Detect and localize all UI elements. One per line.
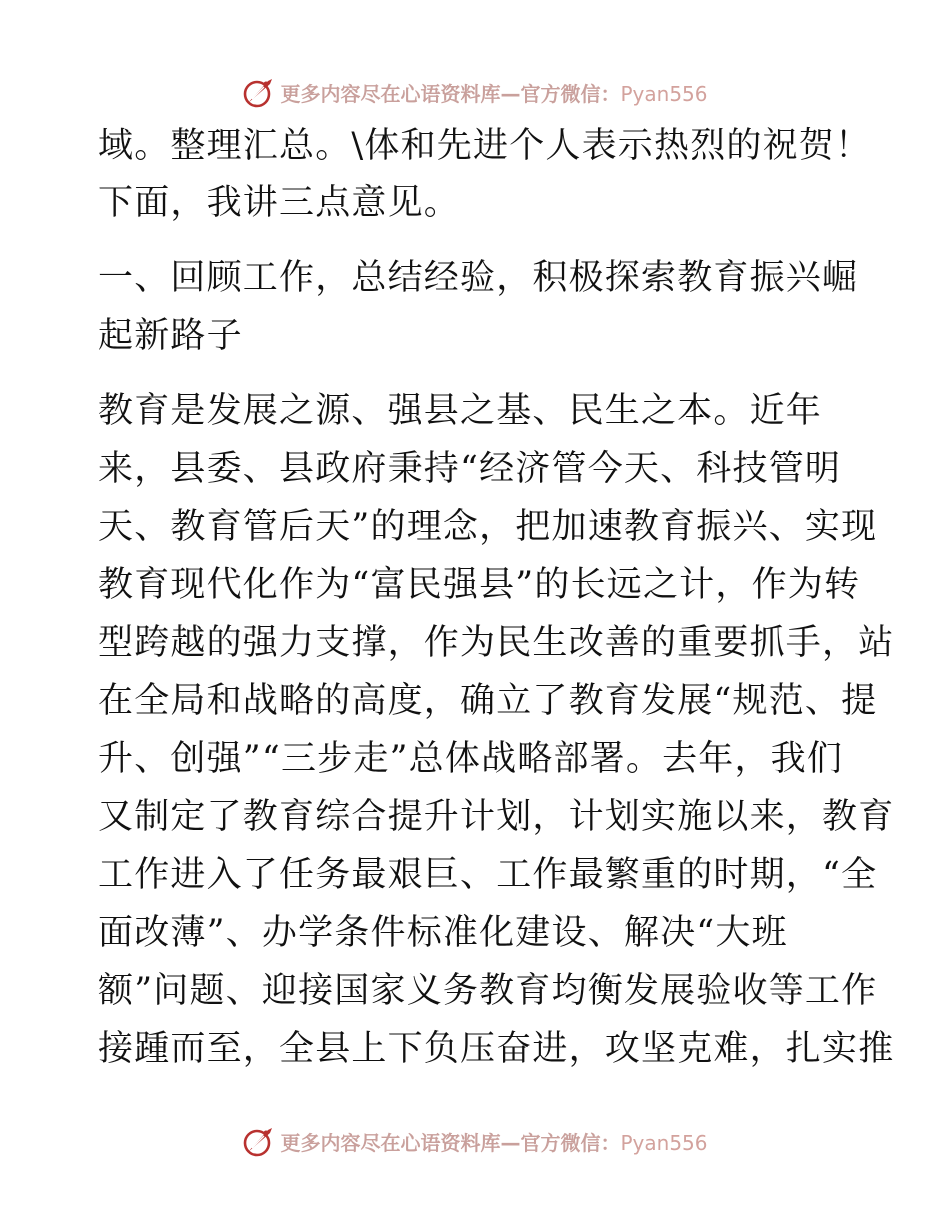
body-line: 域。整理汇总。\体和先进个人表示热烈的祝贺！ — [98, 126, 872, 166]
quill-logo-icon — [242, 75, 276, 109]
banner-separator: — — [500, 81, 521, 106]
section-heading-line: 一、回顾工作，总结经验，积极探索教育振兴崛 — [98, 258, 859, 298]
body-line: 工作进入了任务最艰巨、工作最繁重的时期，“全 — [98, 855, 878, 895]
banner-label: 官方微信： — [520, 81, 621, 106]
body-line: 额”问题、迎接国家义务教育均衡发展验收等工作 — [98, 971, 878, 1011]
banner-brand: 更多内容尽在心语资料库 — [280, 1130, 501, 1155]
banner-label: 官方微信： — [520, 1130, 621, 1155]
body-line: 教育是发展之源、强县之基、民生之本。近年 — [98, 391, 823, 431]
banner-separator: — — [500, 1130, 521, 1155]
header-banner — [0, 72, 950, 112]
body-line: 升、创强”“三步走”总体战略部署。去年，我们 — [98, 739, 844, 779]
footer-banner — [0, 1121, 950, 1161]
quill-logo-icon — [242, 1124, 276, 1158]
banner-account: Pyan556 — [620, 81, 708, 106]
body-line: 在全局和战略的高度，确立了教育发展“规范、提 — [98, 681, 878, 721]
body-line: 又制定了教育综合提升计划，计划实施以来，教育 — [98, 797, 895, 837]
body-line: 教育现代化作为“富民强县”的长远之计，作为转 — [98, 565, 861, 605]
banner-account: Pyan556 — [620, 1130, 708, 1155]
body-line: 型跨越的强力支撑，作为民生改善的重要抓手，站 — [98, 623, 895, 663]
body-line: 面改薄”、办学条件标准化建设、解决“大班 — [98, 913, 788, 953]
banner-text — [280, 1127, 707, 1156]
body-line: 来，县委、县政府秉持“经济管今天、科技管明 — [98, 449, 842, 489]
banner-text — [280, 78, 707, 107]
banner-brand: 更多内容尽在心语资料库 — [280, 81, 501, 106]
body-line: 接踵而至，全县上下负压奋进，攻坚克难，扎实推 — [98, 1029, 895, 1069]
section-heading-line: 起新路子 — [98, 316, 243, 356]
body-line: 下面，我讲三点意见。 — [98, 183, 461, 223]
body-line: 天、教育管后天”的理念，把加速教育振兴、实现 — [98, 507, 878, 547]
